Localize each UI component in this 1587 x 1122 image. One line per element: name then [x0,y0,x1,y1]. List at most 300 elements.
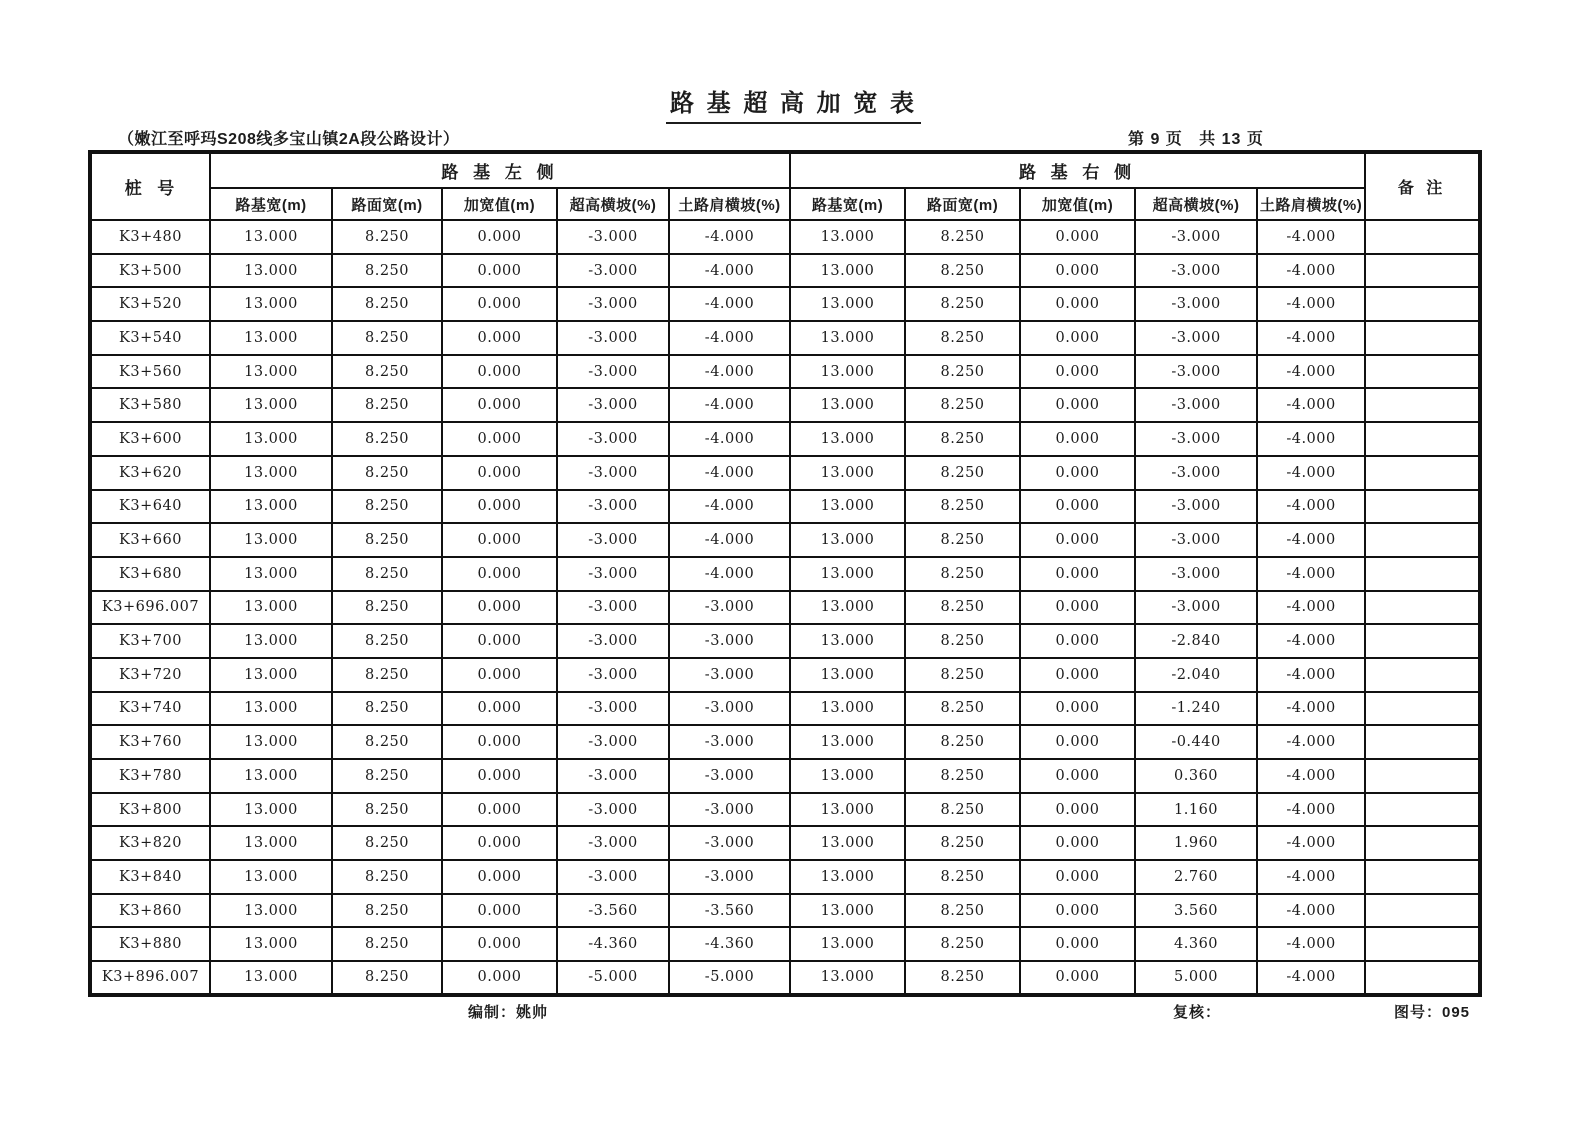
value-cell: 0.000 [1020,692,1135,726]
value-cell: 0.000 [442,725,557,759]
value-cell: 0.000 [442,254,557,288]
value-cell: 8.250 [905,388,1020,422]
value-cell: 13.000 [790,388,905,422]
value-cell: -0.440 [1135,725,1257,759]
value-cell: -4.000 [1257,759,1365,793]
value-cell: 13.000 [210,523,332,557]
value-cell: 13.000 [210,725,332,759]
project-subtitle: （嫩江至呼玛S208线多宝山镇2A段公路设计） [118,131,460,148]
value-cell: -3.000 [557,826,669,860]
remark-cell [1365,388,1480,422]
value-cell: 13.000 [790,254,905,288]
value-cell: 8.250 [332,557,442,591]
table-row [90,422,1480,456]
value-cell: 13.000 [210,254,332,288]
value-cell: -4.000 [1257,658,1365,692]
value-cell: -3.000 [557,793,669,827]
value-cell: 8.250 [332,490,442,524]
remark-cell [1365,927,1480,961]
value-cell: 13.000 [210,355,332,389]
station-cell: K3+560 [90,355,210,389]
value-cell: 8.250 [905,860,1020,894]
value-cell: 13.000 [790,692,905,726]
value-cell: 13.000 [210,692,332,726]
value-cell: -3.000 [1135,591,1257,625]
value-cell: 13.000 [210,422,332,456]
left-shoulder-slope-header: 土路肩横坡(%) [669,188,790,220]
value-cell: -4.000 [1257,321,1365,355]
remark-cell [1365,692,1480,726]
value-cell: 13.000 [210,759,332,793]
value-cell: 8.250 [332,860,442,894]
value-cell: -4.000 [1257,287,1365,321]
value-cell: 13.000 [790,826,905,860]
value-cell: 13.000 [210,287,332,321]
value-cell: 8.250 [332,894,442,928]
remark-cell [1365,725,1480,759]
value-cell: 8.250 [332,523,442,557]
table-row [90,692,1480,726]
remark-cell [1365,422,1480,456]
value-cell: 0.000 [1020,725,1135,759]
value-cell: -3.000 [1135,220,1257,254]
value-cell: 13.000 [790,422,905,456]
value-cell: 8.250 [332,287,442,321]
value-cell: 13.000 [210,793,332,827]
value-cell: 8.250 [905,591,1020,625]
value-cell: -3.000 [669,826,790,860]
value-cell: -3.000 [669,793,790,827]
station-cell: K3+760 [90,725,210,759]
remark-cell [1365,894,1480,928]
table-row [90,287,1480,321]
value-cell: 8.250 [905,523,1020,557]
value-cell: 0.000 [442,321,557,355]
value-cell: 0.000 [442,860,557,894]
value-cell: -3.000 [1135,287,1257,321]
value-cell: 0.000 [1020,793,1135,827]
value-cell: -3.000 [1135,490,1257,524]
value-cell: 8.250 [332,759,442,793]
value-cell: 4.360 [1135,927,1257,961]
group-header-row [90,152,1480,188]
value-cell: -5.000 [669,961,790,995]
value-cell: -3.000 [669,725,790,759]
value-cell: 8.250 [905,927,1020,961]
left-subgrade-width-header: 路基宽(m) [210,188,332,220]
value-cell: 13.000 [790,220,905,254]
value-cell: -4.000 [1257,961,1365,995]
value-cell: -4.000 [1257,591,1365,625]
table-row [90,624,1480,658]
page-number-info: 第 9 页 共 13 页 [1128,131,1264,148]
value-cell: -3.000 [1135,557,1257,591]
remark-cell [1365,961,1480,995]
table-row [90,894,1480,928]
value-cell: 1.160 [1135,793,1257,827]
value-cell: 0.000 [1020,422,1135,456]
value-cell: 13.000 [210,557,332,591]
value-cell: -3.560 [557,894,669,928]
value-cell: -3.000 [1135,422,1257,456]
remark-cell [1365,321,1480,355]
value-cell: -3.000 [1135,523,1257,557]
table-row [90,388,1480,422]
value-cell: 0.000 [442,388,557,422]
table-row [90,927,1480,961]
value-cell: 0.000 [1020,557,1135,591]
value-cell: 13.000 [790,490,905,524]
station-cell: K3+896.007 [90,961,210,995]
value-cell: 8.250 [332,220,442,254]
station-cell: K3+700 [90,624,210,658]
value-cell: 13.000 [210,591,332,625]
value-cell: 13.000 [790,624,905,658]
value-cell: 8.250 [905,490,1020,524]
value-cell: 13.000 [210,388,332,422]
station-cell: K3+696.007 [90,591,210,625]
table-row [90,860,1480,894]
table-row [90,557,1480,591]
value-cell: 0.000 [1020,894,1135,928]
value-cell: -3.000 [557,725,669,759]
remark-cell [1365,220,1480,254]
remark-cell [1365,826,1480,860]
superelevation-widening-table [88,150,1482,997]
value-cell: 8.250 [905,759,1020,793]
value-cell: 0.000 [442,355,557,389]
table-row [90,725,1480,759]
station-cell: K3+660 [90,523,210,557]
remark-cell [1365,456,1480,490]
table-row [90,961,1480,995]
value-cell: -4.360 [557,927,669,961]
value-cell: 1.960 [1135,826,1257,860]
value-cell: 0.000 [1020,523,1135,557]
value-cell: -3.000 [557,860,669,894]
value-cell: -3.000 [557,355,669,389]
value-cell: 0.000 [1020,826,1135,860]
value-cell: 8.250 [905,894,1020,928]
value-cell: -4.000 [669,388,790,422]
station-cell: K3+680 [90,557,210,591]
value-cell: -4.000 [1257,422,1365,456]
value-cell: -4.000 [1257,254,1365,288]
value-cell: -3.000 [669,624,790,658]
value-cell: -4.000 [1257,860,1365,894]
value-cell: 13.000 [790,456,905,490]
value-cell: -3.000 [557,658,669,692]
station-cell: K3+840 [90,860,210,894]
value-cell: 8.250 [905,725,1020,759]
value-cell: 13.000 [790,894,905,928]
value-cell: 0.360 [1135,759,1257,793]
value-cell: -3.000 [669,860,790,894]
value-cell: 0.000 [442,826,557,860]
remark-header: 备 注 [1365,152,1480,220]
value-cell: -4.000 [1257,523,1365,557]
right-shoulder-slope-header: 土路肩横坡(%) [1257,188,1365,220]
value-cell: 0.000 [1020,388,1135,422]
station-cell: K3+480 [90,220,210,254]
value-cell: 8.250 [905,456,1020,490]
value-cell: 0.000 [442,287,557,321]
value-cell: 8.250 [332,355,442,389]
remark-cell [1365,287,1480,321]
value-cell: 8.250 [332,725,442,759]
left-group-header: 路 基 左 侧 [210,152,790,188]
value-cell: 8.250 [332,692,442,726]
drawing-number-label: 图号：095 [1394,1004,1471,1021]
value-cell: 2.760 [1135,860,1257,894]
value-cell: -3.000 [557,321,669,355]
value-cell: 0.000 [1020,961,1135,995]
value-cell: 8.250 [332,321,442,355]
station-cell: K3+640 [90,490,210,524]
value-cell: 13.000 [790,557,905,591]
value-cell: 8.250 [332,793,442,827]
value-cell: -4.000 [669,490,790,524]
sub-header-row [90,188,1480,220]
value-cell: -3.000 [557,692,669,726]
value-cell: 8.250 [332,591,442,625]
station-cell: K3+780 [90,759,210,793]
value-cell: 13.000 [790,591,905,625]
checked-by-label: 复核： [1173,1004,1222,1021]
value-cell: -4.000 [669,321,790,355]
value-cell: -5.000 [557,961,669,995]
value-cell: 8.250 [332,422,442,456]
prepared-by-label: 编制：姚帅 [468,1004,549,1021]
value-cell: 8.250 [905,287,1020,321]
right-pavement-width-header: 路面宽(m) [905,188,1020,220]
value-cell: 8.250 [332,961,442,995]
value-cell: 13.000 [210,826,332,860]
value-cell: 0.000 [1020,927,1135,961]
page-title: 路 基 超 高 加 宽 表 [666,83,921,124]
value-cell: -4.000 [669,254,790,288]
value-cell: 8.250 [332,456,442,490]
value-cell: 0.000 [442,793,557,827]
value-cell: -3.000 [669,658,790,692]
value-cell: -3.000 [669,591,790,625]
remark-cell [1365,557,1480,591]
value-cell: -3.000 [669,692,790,726]
value-cell: -1.240 [1135,692,1257,726]
value-cell: 0.000 [442,523,557,557]
value-cell: 0.000 [442,624,557,658]
remark-cell [1365,759,1480,793]
value-cell: -4.000 [1257,456,1365,490]
right-superelevation-slope-header: 超高横坡(%) [1135,188,1257,220]
value-cell: -3.000 [1135,388,1257,422]
remark-cell [1365,860,1480,894]
value-cell: 0.000 [1020,759,1135,793]
value-cell: -3.000 [1135,321,1257,355]
station-cell: K3+520 [90,287,210,321]
value-cell: 8.250 [332,658,442,692]
station-cell: K3+720 [90,658,210,692]
value-cell: 0.000 [442,456,557,490]
table-row [90,321,1480,355]
station-cell: K3+880 [90,927,210,961]
value-cell: -3.000 [557,422,669,456]
value-cell: -4.000 [1257,725,1365,759]
value-cell: 8.250 [905,961,1020,995]
value-cell: 0.000 [442,490,557,524]
value-cell: 0.000 [442,759,557,793]
value-cell: 0.000 [442,557,557,591]
title-container [0,83,1587,124]
left-widening-value-header: 加宽值(m) [442,188,557,220]
value-cell: -3.000 [1135,254,1257,288]
table-row [90,826,1480,860]
left-pavement-width-header: 路面宽(m) [332,188,442,220]
table-row [90,456,1480,490]
value-cell: 0.000 [442,220,557,254]
value-cell: -3.000 [557,523,669,557]
value-cell: 13.000 [790,961,905,995]
value-cell: -3.000 [557,490,669,524]
station-cell: K3+600 [90,422,210,456]
value-cell: -4.000 [669,355,790,389]
right-subgrade-width-header: 路基宽(m) [790,188,905,220]
value-cell: -3.000 [557,388,669,422]
value-cell: 13.000 [790,321,905,355]
value-cell: -4.000 [1257,557,1365,591]
value-cell: 0.000 [1020,490,1135,524]
table-row [90,254,1480,288]
table-header [90,152,1480,220]
value-cell: 8.250 [332,927,442,961]
value-cell: 0.000 [442,961,557,995]
value-cell: -2.040 [1135,658,1257,692]
value-cell: 0.000 [442,692,557,726]
value-cell: -4.000 [1257,624,1365,658]
value-cell: 13.000 [790,658,905,692]
station-cell: K3+620 [90,456,210,490]
value-cell: 13.000 [210,658,332,692]
value-cell: -3.000 [669,759,790,793]
value-cell: 0.000 [1020,220,1135,254]
table-row [90,793,1480,827]
value-cell: -3.000 [1135,456,1257,490]
value-cell: -4.000 [1257,927,1365,961]
remark-cell [1365,355,1480,389]
value-cell: 8.250 [332,826,442,860]
value-cell: -3.560 [669,894,790,928]
value-cell: -3.000 [557,557,669,591]
value-cell: -4.000 [1257,355,1365,389]
table-row [90,523,1480,557]
value-cell: 13.000 [790,759,905,793]
value-cell: -4.000 [669,557,790,591]
value-cell: 13.000 [210,860,332,894]
value-cell: 13.000 [790,523,905,557]
value-cell: 0.000 [442,422,557,456]
value-cell: 8.250 [905,793,1020,827]
value-cell: 13.000 [790,287,905,321]
value-cell: 0.000 [1020,254,1135,288]
value-cell: 13.000 [790,927,905,961]
value-cell: 13.000 [210,894,332,928]
value-cell: -3.000 [557,591,669,625]
value-cell: 13.000 [210,456,332,490]
value-cell: -4.000 [1257,793,1365,827]
value-cell: 0.000 [1020,321,1135,355]
value-cell: 0.000 [442,894,557,928]
remark-cell [1365,624,1480,658]
value-cell: -4.000 [1257,388,1365,422]
value-cell: -3.000 [557,624,669,658]
station-cell: K3+500 [90,254,210,288]
value-cell: -3.000 [557,287,669,321]
value-cell: 3.560 [1135,894,1257,928]
station-cell: K3+800 [90,793,210,827]
value-cell: -4.000 [1257,692,1365,726]
remark-cell [1365,254,1480,288]
value-cell: -3.000 [557,759,669,793]
value-cell: 8.250 [905,624,1020,658]
value-cell: 8.250 [905,355,1020,389]
value-cell: 13.000 [790,860,905,894]
table-body [90,220,1480,995]
value-cell: 8.250 [905,826,1020,860]
station-cell: K3+740 [90,692,210,726]
value-cell: 13.000 [210,961,332,995]
value-cell: 0.000 [1020,456,1135,490]
value-cell: 0.000 [1020,287,1135,321]
value-cell: -4.000 [1257,220,1365,254]
value-cell: 8.250 [905,557,1020,591]
value-cell: -4.000 [669,220,790,254]
station-cell: K3+860 [90,894,210,928]
value-cell: 0.000 [1020,355,1135,389]
value-cell: 8.250 [332,254,442,288]
value-cell: 0.000 [442,927,557,961]
table-row [90,591,1480,625]
value-cell: 8.250 [905,220,1020,254]
value-cell: 0.000 [1020,591,1135,625]
value-cell: 13.000 [790,725,905,759]
value-cell: 13.000 [790,355,905,389]
value-cell: 8.250 [332,624,442,658]
value-cell: 13.000 [210,927,332,961]
station-cell: K3+540 [90,321,210,355]
value-cell: 0.000 [442,658,557,692]
table-row [90,658,1480,692]
value-cell: 8.250 [332,388,442,422]
remark-cell [1365,523,1480,557]
value-cell: -4.000 [669,422,790,456]
value-cell: 13.000 [210,220,332,254]
remark-cell [1365,490,1480,524]
value-cell: 13.000 [790,793,905,827]
value-cell: -4.000 [1257,826,1365,860]
value-cell: -3.000 [557,456,669,490]
remark-cell [1365,793,1480,827]
value-cell: 8.250 [905,422,1020,456]
value-cell: 8.250 [905,692,1020,726]
value-cell: -3.000 [557,254,669,288]
value-cell: 0.000 [1020,658,1135,692]
station-cell: K3+820 [90,826,210,860]
value-cell: 13.000 [210,321,332,355]
value-cell: -4.000 [1257,894,1365,928]
value-cell: -4.360 [669,927,790,961]
station-header: 桩 号 [90,152,210,220]
value-cell: 0.000 [442,591,557,625]
